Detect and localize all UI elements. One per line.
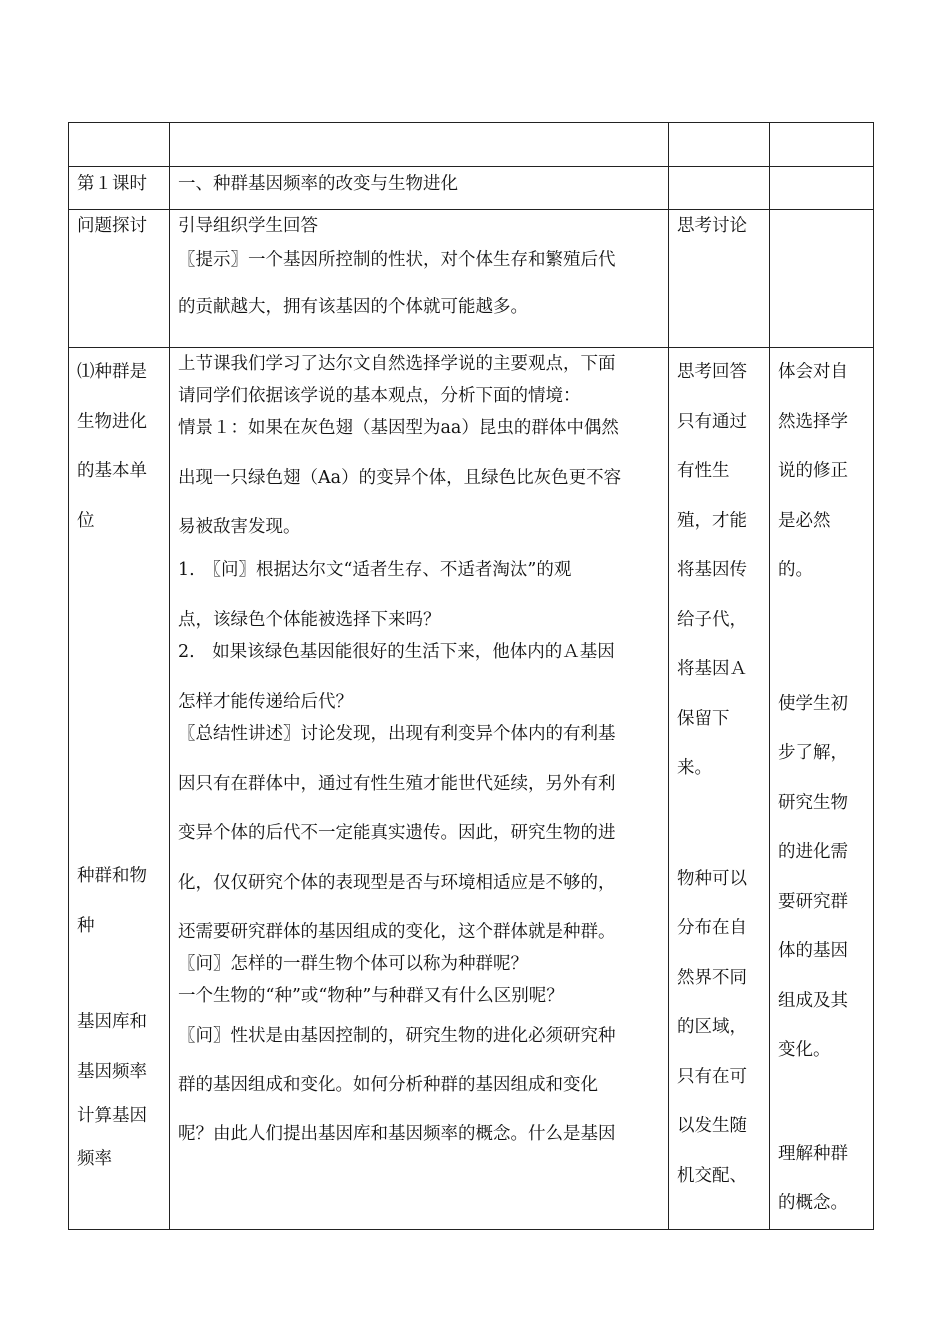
header-row [69, 123, 874, 167]
teacher-line-8: 2. 如果该绿色基因能很好的生活下来，他体内的Ａ基因 [178, 642, 615, 662]
intent-a-5: 的。 [778, 560, 813, 580]
label-genepool-2: 基因频率 [77, 1061, 147, 1082]
intent-b-7: 组成及其 [778, 990, 848, 1011]
student-b-5: 只有在可 [677, 1066, 747, 1087]
main-label-cell [69, 348, 170, 1230]
intent-c-1: 理解种群 [778, 1143, 848, 1164]
problem-label: 问题探讨 [77, 216, 147, 236]
student-b-2: 分布在自 [677, 918, 747, 938]
intent-b-5: 要研究群 [778, 891, 848, 912]
intent-b-8: 变化。 [778, 1040, 831, 1060]
label-unit-4: 位 [77, 510, 95, 531]
teacher-line-4: 出现一只绿色翅（Aa）的变异个体，且绿色比灰色更不容 [178, 468, 622, 488]
teacher-line-11: 因只有在群体中，通过有性生殖才能世代延续，另外有利 [178, 774, 616, 794]
header-cell-3 [669, 123, 770, 167]
row-problem [69, 210, 874, 348]
label-species-2: 种 [77, 915, 95, 936]
label-unit-3: 的基本单 [77, 461, 147, 481]
main-student-cell [669, 348, 770, 1230]
label-genepool-3: 计算基因 [77, 1106, 147, 1126]
label-unit-2: 生物进化 [77, 411, 147, 432]
label-unit-1: ⑴种群是 [77, 362, 147, 382]
student-a-5: 将基因传 [677, 560, 747, 580]
intent-c-2: 的概念。 [778, 1193, 848, 1213]
teacher-line-14: 还需要研究群体的基因组成的变化，这个群体就是种群。 [178, 922, 616, 942]
teacher-line-10: 〖总结性讲述〗讨论发现，出现有利变异个体内的有利基 [178, 724, 616, 744]
intent-b-3: 研究生物 [778, 792, 848, 813]
lesson-label-cell [69, 167, 170, 210]
student-a-9: 来。 [677, 758, 712, 778]
intent-b-4: 的进化需 [778, 842, 848, 862]
student-a-8: 保留下 [677, 708, 730, 729]
header-cell-2 [170, 123, 669, 167]
student-b-1: 物种可以 [677, 868, 747, 889]
teacher-line-3: 情景１：如果在灰色翅（基因型为aa）昆虫的群体中偶然 [178, 418, 619, 438]
lesson-empty-cell-4 [770, 167, 874, 210]
teacher-line-15: 〖问〗怎样的一群生物个体可以称为种群呢？ [178, 954, 528, 974]
problem-label-cell [69, 210, 170, 348]
teacher-line-5: 易被敌害发现。 [178, 517, 301, 537]
teacher-line-9: 怎样才能传递给后代？ [178, 692, 353, 712]
intent-b-6: 体的基因 [778, 941, 848, 961]
lesson-topic-cell [170, 167, 669, 210]
student-a-7: 将基因Ａ [677, 659, 747, 679]
label-genepool-1: 基因库和 [77, 1012, 147, 1032]
problem-intent-cell [770, 210, 874, 348]
lesson-topic: 一、种群基因频率的改变与生物进化 [178, 174, 458, 194]
teacher-line-7: 点，该绿色个体能被选择下来吗？ [178, 610, 441, 630]
problem-student: 思考讨论 [677, 216, 747, 236]
row-main [69, 348, 874, 1230]
student-b-6: 以发生随 [677, 1116, 747, 1136]
label-genepool-4: 频率 [77, 1149, 112, 1169]
teacher-line-16: 一个生物的“种”或“物种”与种群又有什么区别呢？ [178, 986, 564, 1006]
student-a-1: 思考回答 [677, 362, 747, 382]
row-lesson [69, 167, 874, 210]
teacher-line-19: 呢？由此人们提出基因库和基因频率的概念。什么是基因 [178, 1124, 616, 1144]
student-a-6: 给子代， [677, 609, 747, 630]
lesson-empty-cell-3 [669, 167, 770, 210]
intent-a-4: 是必然 [778, 510, 831, 531]
teacher-line-1: 上节课我们学习了达尔文自然选择学说的主要观点，下面 [178, 354, 616, 374]
main-teacher-cell [170, 348, 669, 1230]
problem-teacher-line-1: 引导组织学生回答 [178, 216, 318, 236]
label-species-1: 种群和物 [77, 866, 147, 886]
intent-a-2: 然选择学 [778, 411, 848, 432]
student-a-2: 只有通过 [677, 411, 747, 432]
lesson-label: 第１课时 [77, 174, 147, 194]
header-cell-1 [69, 123, 170, 167]
intent-a-1: 体会对自 [778, 362, 848, 382]
lesson-plan-table [68, 122, 874, 1230]
teacher-line-17: 〖问〗性状是由基因控制的，研究生物的进化必须研究种 [178, 1026, 616, 1046]
student-a-4: 殖，才能 [677, 510, 747, 531]
student-b-3: 然界不同 [677, 967, 747, 988]
problem-teacher-line-2: 〖提示〗一个基因所控制的性状，对个体生存和繁殖后代 [178, 250, 616, 270]
student-b-7: 机交配、 [677, 1165, 747, 1186]
problem-teacher-line-3: 的贡献越大，拥有该基因的个体就可能越多。 [178, 297, 528, 317]
intent-b-1: 使学生初 [778, 693, 848, 714]
student-b-4: 的区域， [677, 1017, 747, 1037]
teacher-line-2: 请同学们依据该学说的基本观点，分析下面的情境： [178, 386, 581, 406]
problem-teacher-cell [170, 210, 669, 348]
teacher-line-6: 1. 〖问〗根据达尔文“适者生存、不适者淘汰”的观 [178, 560, 572, 580]
student-a-3: 有性生 [677, 461, 730, 481]
intent-a-3: 说的修正 [778, 461, 848, 481]
intent-b-2: 步了解， [778, 743, 848, 763]
teacher-line-18: 群的基因组成和变化。如何分析种群的基因组成和变化 [178, 1075, 598, 1095]
main-intent-cell [770, 348, 874, 1230]
header-cell-4 [770, 123, 874, 167]
problem-student-cell [669, 210, 770, 348]
teacher-line-13: 化，仅仅研究个体的表现型是否与环境相适应是不够的， [178, 873, 616, 893]
teacher-line-12: 变异个体的后代不一定能真实遗传。因此，研究生物的进 [178, 823, 616, 843]
